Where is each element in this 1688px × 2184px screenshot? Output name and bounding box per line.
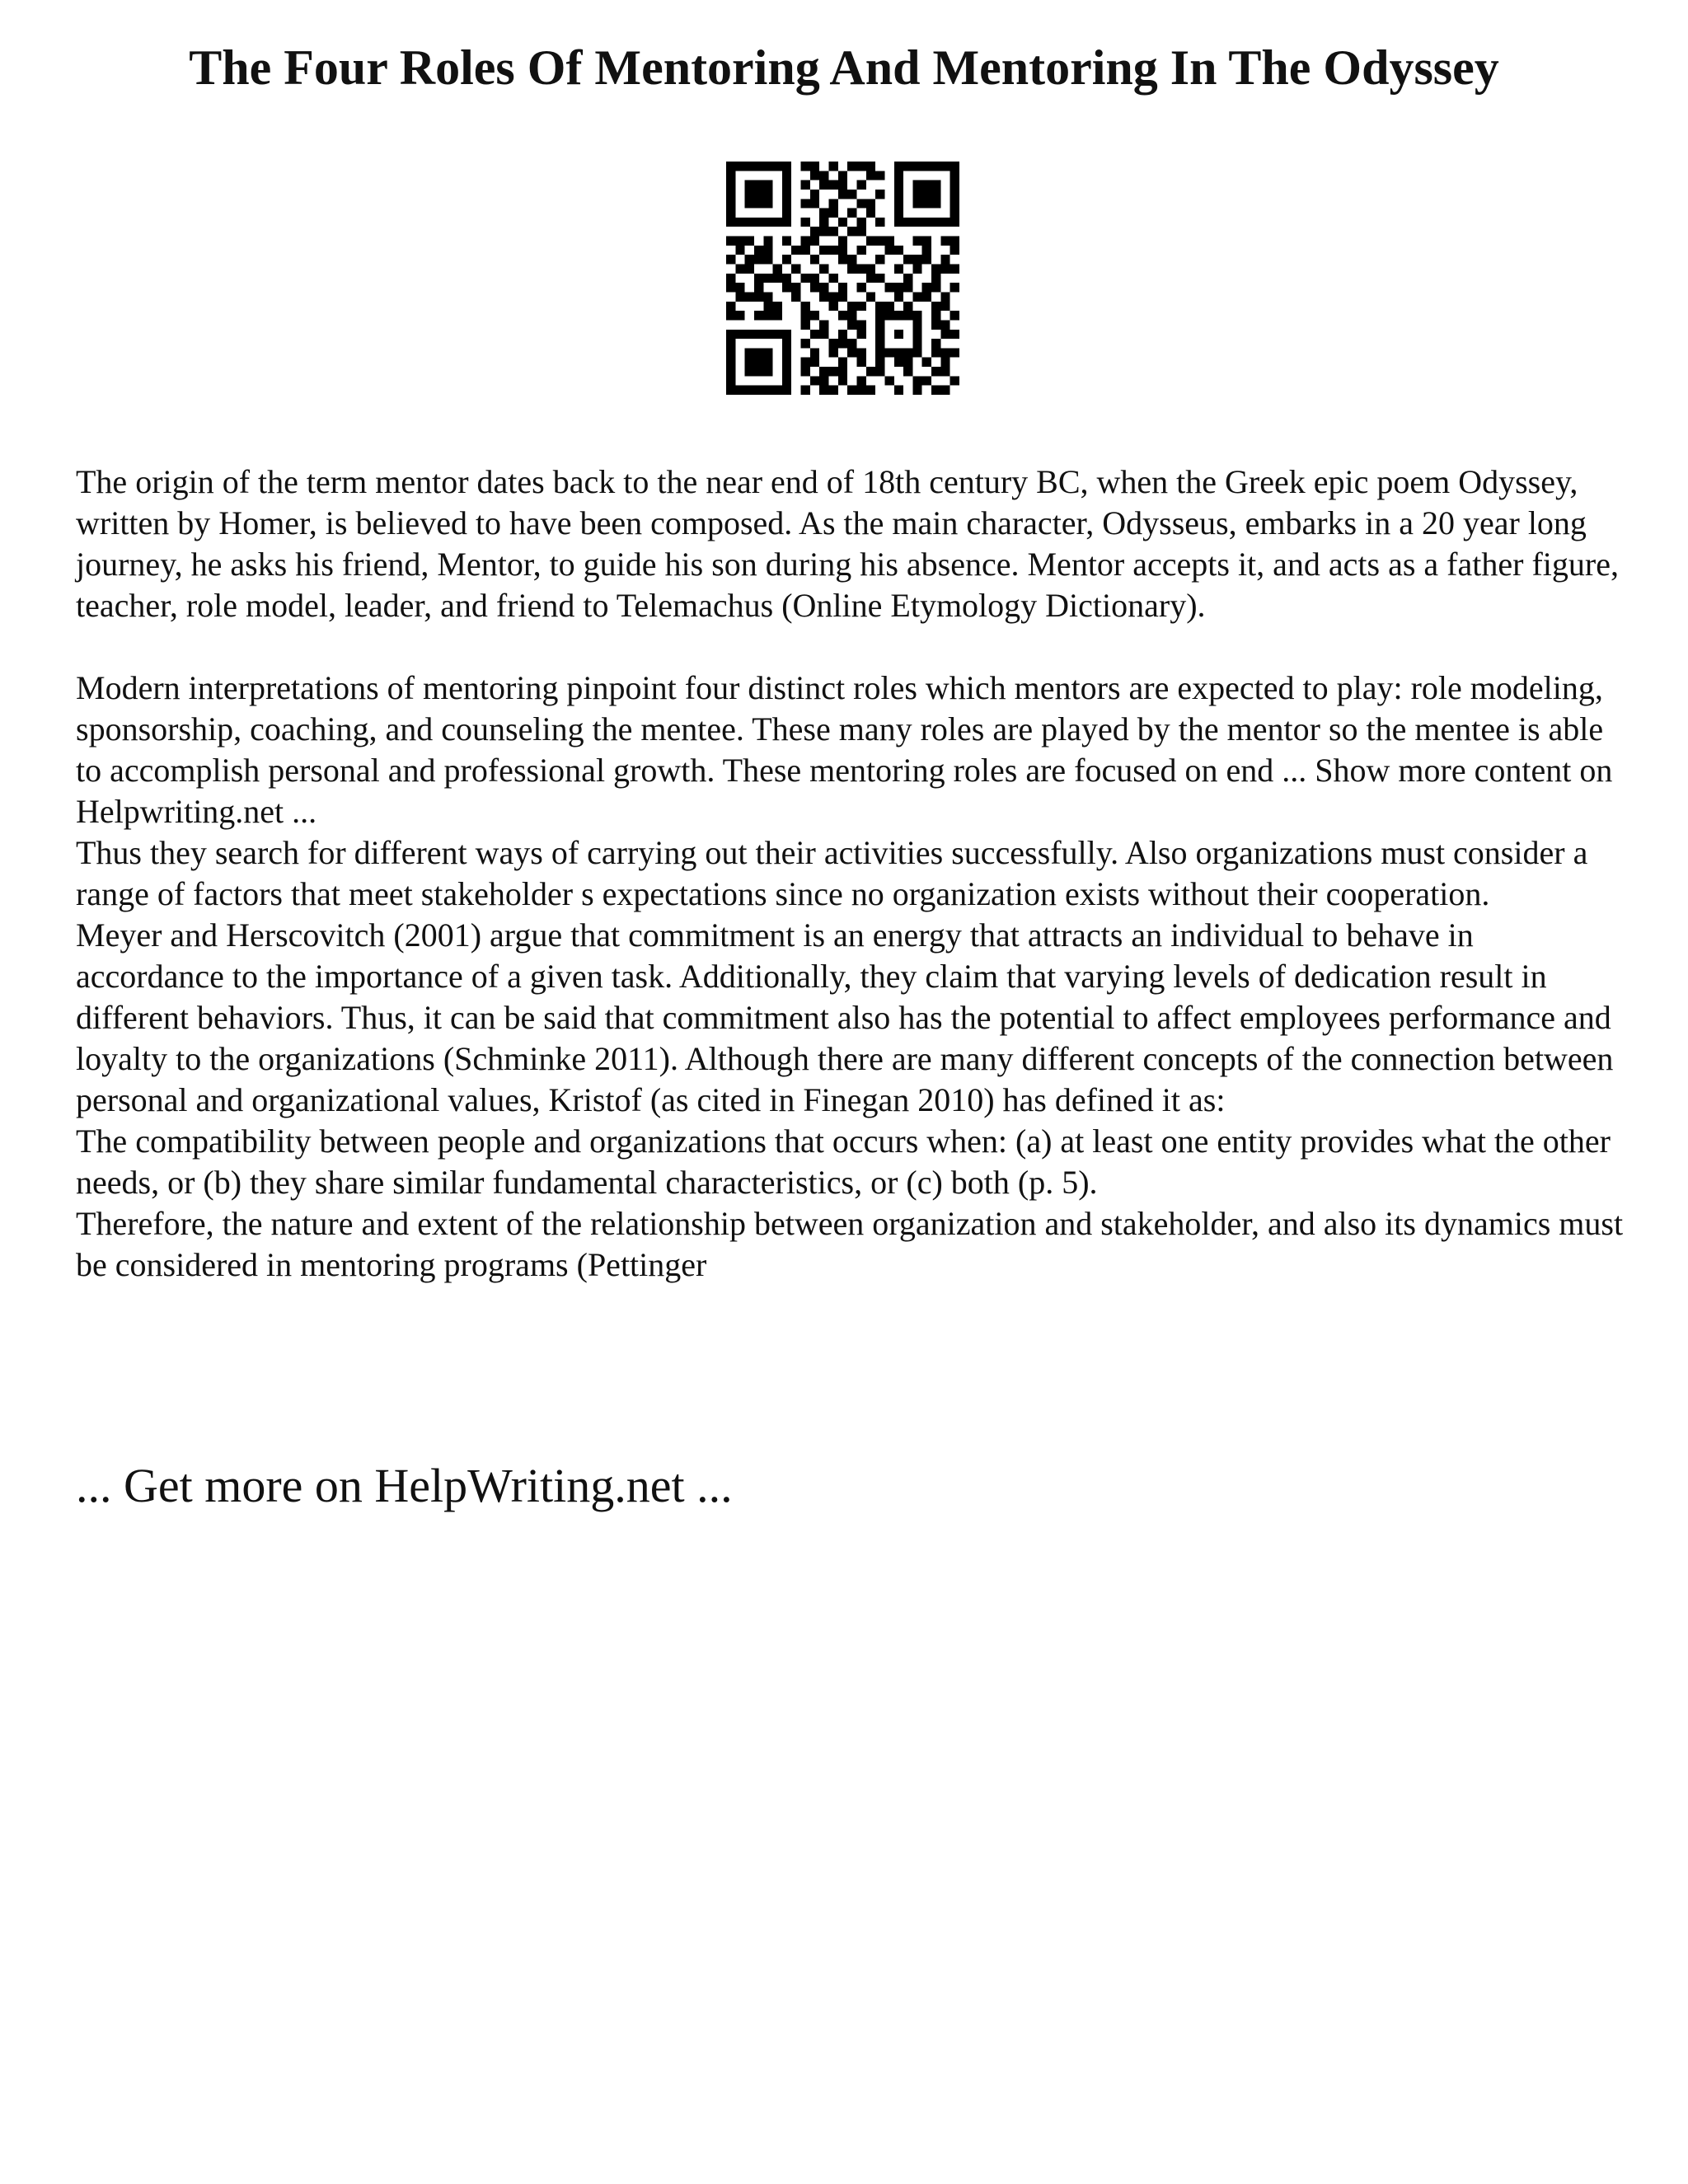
qr-code-icon[interactable] (726, 162, 959, 395)
paragraph-organizations: Thus they search for different ways of carrying out their activities successfully. Also organizations must consider a range of factors that meet stakeholder s expectations since no organization exists without their cooperation. (76, 834, 1588, 912)
get-more-link[interactable]: ... Get more on HelpWriting.net ... (76, 1459, 733, 1512)
paragraph-compatibility: The compatibility between people and organizations that occurs when: (a) at least one entity provides what the other needs, or (b) they share similar fundamental characteristics, or (c) both (p. 5). (76, 1122, 1611, 1201)
paragraph-commitment: Meyer and Herscovitch (2001) argue that commitment is an energy that attracts an individual to behave in accordance to the importance of a given task. Additionally, they claim that varying levels of dedication result in different behaviors. Thus, it can be said that commitment also has the potential to affect employees performance and loyalty to the organizations (Schminke 2011). Although there are many different concepts of the connection between personal and organizational values, Kristof (as cited in Finegan 2010) has defined it as: (76, 916, 1614, 1118)
article-body (76, 462, 1625, 1286)
paragraph-origin: The origin of the term mentor dates back to the near end of 18th century BC, when the Greek epic poem Odyssey, written by Homer, is believed to have been composed. As the main character, Odysseus, embarks in a 20 year long journey, he asks his friend, Mentor, to guide his son during his absence. Mentor accepts it, and acts as a father figure, teacher, role model, leader, and friend to Telemachus (Online Etymology Dictionary). (76, 463, 1619, 624)
page-title: The Four Roles Of Mentoring And Mentoring In The Odyssey (189, 40, 1499, 95)
paragraph-relationship: Therefore, the nature and extent of the relationship between organization and stakeholder, and also its dynamics must be considered in mentoring programs (Pettinger (76, 1205, 1624, 1283)
paragraph-modern-roles: Modern interpretations of mentoring pinpoint four distinct roles which mentors are expected to play: role modeling, sponsorship, coaching, and counseling the mentee. These many roles are played by the mentor so the mentee is able to accomplish personal and professional growth. These mentoring roles are focused on end ... Show more content on Helpwriting.net ... (76, 669, 1613, 830)
